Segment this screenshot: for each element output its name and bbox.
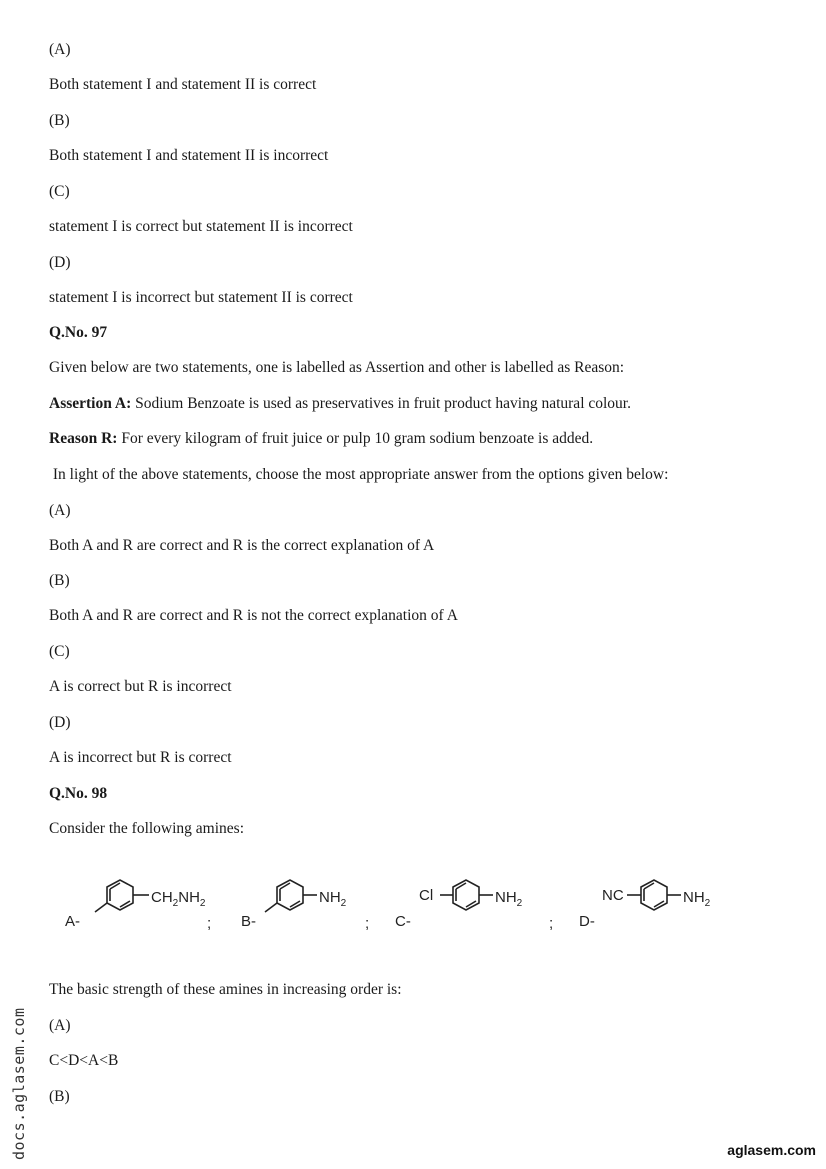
q98-option-text-a: C<D<A<B xyxy=(49,1052,119,1069)
separator-c: ; xyxy=(549,915,554,932)
amine-c-substituent: Cl xyxy=(419,887,434,904)
q98-question: The basic strength of these amines in increasing order is: xyxy=(49,981,402,998)
amine-a-group: $CH_2NH_2$ xyxy=(151,889,206,909)
q97-reason xyxy=(49,429,593,449)
question-number-98: Q.No. 98 xyxy=(49,785,108,802)
q98-intro: Consider the following amines: xyxy=(49,820,245,837)
amine-a-label: A- xyxy=(65,913,80,930)
amine-d-label: D- xyxy=(579,913,595,930)
option-text-d: statement I is incorrect but statement II is correct xyxy=(49,289,353,306)
separator-a: ; xyxy=(207,915,212,932)
option-label-b: (B) xyxy=(49,112,70,129)
option-text-c: statement I is correct but statement II is incorrect xyxy=(49,218,353,235)
amine-c-group: $NH_2$ xyxy=(495,889,523,909)
benzene-ring-c xyxy=(453,880,479,910)
assertion-text: Sodium Benzoate is used as preservatives in fruit product having natural colour. xyxy=(131,395,631,412)
question-number-97: Q.No. 97 xyxy=(49,324,108,341)
option-label-d: (D) xyxy=(49,254,71,271)
amine-d-substituent: NC xyxy=(602,887,624,904)
q97-option-label-d: (D) xyxy=(49,714,71,731)
assertion-label: Assertion A: xyxy=(49,395,132,412)
option-text-a: Both statement I and statement II is correct xyxy=(49,76,317,93)
benzene-ring-d xyxy=(641,880,667,910)
reason-label: Reason R: xyxy=(49,430,118,447)
q97-instruction: In light of the above statements, choose the most appropriate answer from the options given below: xyxy=(49,466,669,483)
amine-d-group: $NH_2$ xyxy=(683,889,711,909)
amine-b-group: $NH_2$ xyxy=(319,889,347,909)
amine-b-label: B- xyxy=(241,913,256,930)
option-label-c: (C) xyxy=(49,183,70,200)
q97-option-text-a: Both A and R are correct and R is the correct explanation of A xyxy=(49,537,435,554)
option-label-a: (A) xyxy=(49,41,71,58)
reason-text: For every kilogram of fruit juice or pulp 10 gram sodium benzoate is added. xyxy=(117,430,594,447)
q97-option-text-c: A is correct but R is incorrect xyxy=(49,678,232,695)
q97-option-text-b: Both A and R are correct and R is not the correct explanation of A xyxy=(49,607,458,624)
watermark-sidebar: docs.aglasem.com xyxy=(10,1007,28,1160)
q97-option-label-b: (B) xyxy=(49,572,70,589)
benzene-ring-b xyxy=(277,880,303,910)
q97-assertion xyxy=(49,394,631,414)
amine-c-label: C- xyxy=(395,913,411,930)
q98-option-label-b: (B) xyxy=(49,1088,70,1105)
brand-footer: aglasem.com xyxy=(727,1142,816,1158)
separator-b: ; xyxy=(365,915,370,932)
q97-option-label-a: (A) xyxy=(49,502,71,519)
q97-intro: Given below are two statements, one is labelled as Assertion and other is labelled as Reason: xyxy=(49,359,625,376)
q97-option-text-d: A is incorrect but R is correct xyxy=(49,749,232,766)
option-text-b: Both statement I and statement II is incorrect xyxy=(49,147,329,164)
amine-structures-figure xyxy=(55,858,750,944)
benzene-ring-a xyxy=(107,880,133,910)
q98-option-label-a: (A) xyxy=(49,1017,71,1034)
q97-option-label-c: (C) xyxy=(49,643,70,660)
